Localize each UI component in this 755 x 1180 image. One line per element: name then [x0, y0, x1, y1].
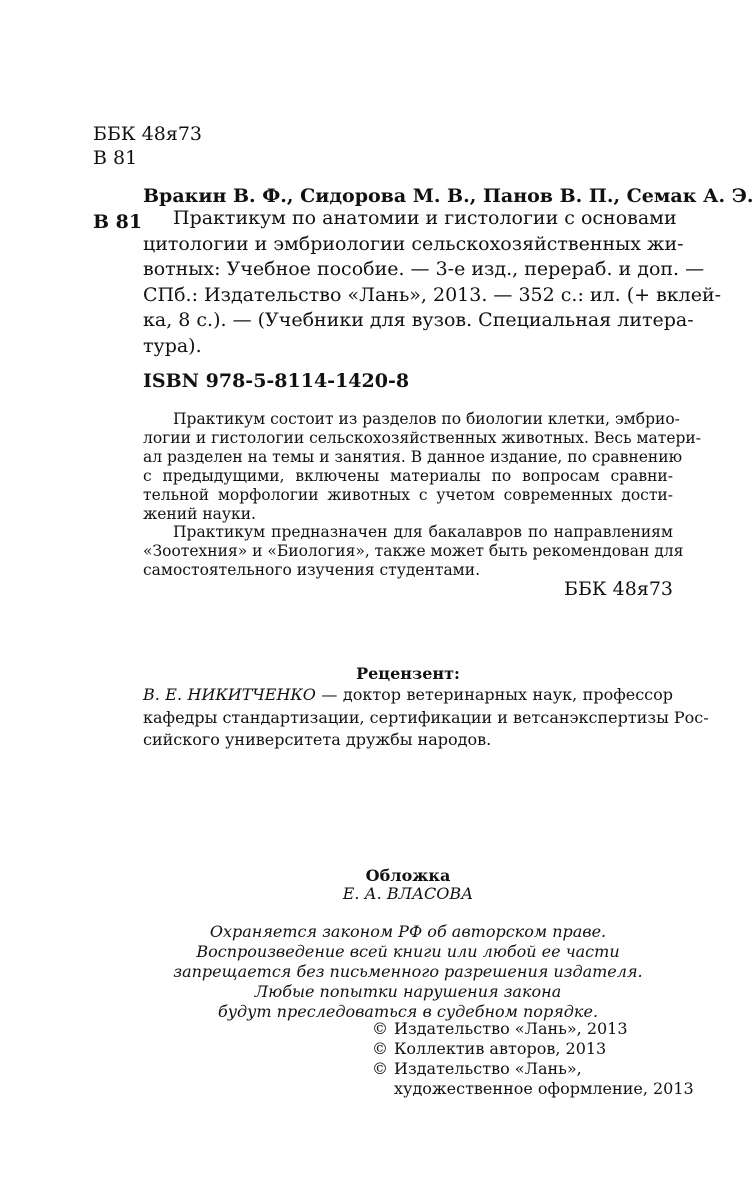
copyright-block — [372, 1019, 692, 1099]
notice-line: запрещается без письменного разрешения издателя. — [173, 962, 643, 981]
copyright-text: Издательство «Лань», 2013 — [394, 1019, 628, 1038]
abstract-line: самостоятельного изучения студентами. — [143, 561, 480, 580]
abstract-line: «Зоотехния» и «Биология», также может быть рекомендован для — [143, 542, 684, 561]
notice-line: Любые попытки нарушения закона — [254, 982, 562, 1001]
abstract-line: с предыдущими, включены материалы по вопросам сравни- — [143, 466, 673, 485]
abstract-line: Практикум предназначен для бакалавров по направлениям — [173, 523, 673, 542]
isbn: ISBN 978-5-8114-1420-8 — [143, 370, 410, 392]
description-line: тура). — [143, 334, 202, 357]
reviewer-block — [143, 684, 709, 752]
reviewer-heading: Рецензент: — [356, 664, 460, 683]
reviewer-name: В. Е. НИКИТЧЕНКО — [143, 685, 316, 704]
author-mark: В 81 — [93, 147, 138, 169]
authors-line: Вракин В. Ф., Сидорова М. В., Панов В. П., Семак А. Э. — [143, 185, 754, 207]
cover-heading: Обложка — [365, 866, 451, 885]
cover-designer: Е. А. ВЛАСОВА — [342, 884, 474, 903]
description-line: СПб.: Издательство «Лань», 2013. — 352 с.: ил. (+ вклей- — [143, 283, 722, 306]
reviewer-line: сийского университета дружбы народов. — [143, 730, 492, 749]
notice-line: Охраняется законом РФ об авторском праве. — [209, 922, 607, 941]
copyright-icon: © — [372, 1039, 388, 1058]
copyright-line — [372, 1019, 692, 1039]
copyright-icon: © — [372, 1019, 388, 1038]
bbk-code: ББК 48я73 — [93, 123, 203, 145]
description-line: цитологии и эмбриологии сельскохозяйственных жи- — [143, 232, 684, 255]
abstract-line: жений науки. — [143, 504, 256, 523]
abstract-line: тельной морфологии животных с учетом современных дости- — [143, 485, 673, 504]
abstract-line: логии и гистологии сельскохозяйственных животных. Весь матери- — [143, 428, 701, 447]
copyright-text: Коллектив авторов, 2013 — [394, 1039, 607, 1058]
description-line: вотных: Учебное пособие. — 3-е изд., перераб. и доп. — — [143, 258, 705, 280]
copyright-continuation: художественное оформление, 2013 — [394, 1079, 694, 1098]
bibliographic-description — [143, 206, 722, 359]
reviewer-line: кафедры стандартизации, сертификации и ветсанэкспертизы Рос- — [143, 707, 709, 727]
copyright-text: Издательство «Лань», — [394, 1059, 582, 1078]
description-line: ка, 8 с.). — (Учебники для вузов. Специальная литера- — [143, 309, 694, 331]
notice-line: будут преследоваться в судебном порядке. — [217, 1002, 599, 1021]
copyright-line — [372, 1039, 692, 1059]
bbk-code-right: ББК 48я73 — [563, 578, 673, 600]
reviewer-credentials: — доктор ветеринарных наук, профессор — [315, 685, 673, 704]
copyright-notice — [143, 922, 673, 1022]
reviewer-line — [143, 684, 673, 707]
copyright-icon: © — [372, 1059, 388, 1078]
author-mark-left: В 81 — [93, 211, 143, 233]
abstract — [143, 410, 701, 580]
abstract-line: Практикум состоит из разделов по биологии клетки, эмбрио- — [173, 410, 680, 428]
copyright-line — [372, 1059, 692, 1079]
notice-line: Воспроизведение всей книги или любой ее части — [196, 942, 620, 961]
bbk-classification — [93, 122, 202, 170]
description-line: Практикум по анатомии и гистологии с основами — [173, 207, 677, 229]
abstract-line: ал разделен на темы и занятия. В данное издание, по сравнению — [143, 447, 683, 466]
